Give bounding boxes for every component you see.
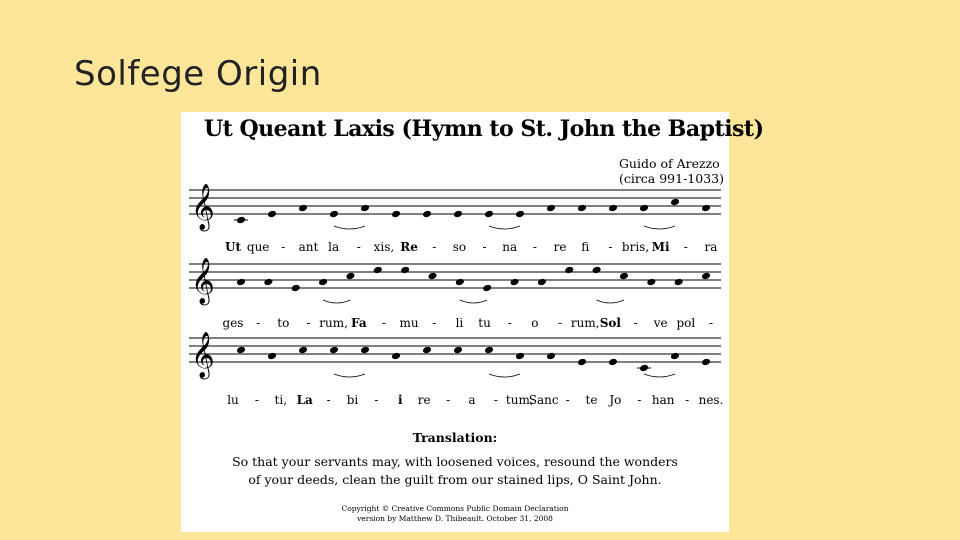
staff-system bbox=[189, 184, 721, 254]
lyric-syllable: La bbox=[296, 393, 313, 407]
lyric-syllable: ti, bbox=[274, 393, 288, 407]
lyric-syllable: - bbox=[685, 393, 690, 407]
lyric-syllable: - bbox=[637, 393, 642, 407]
lyric-syllable: - bbox=[608, 240, 613, 254]
lyric-syllable: Fa bbox=[350, 316, 367, 330]
note-head bbox=[453, 346, 463, 355]
note-head bbox=[422, 346, 432, 355]
lyric-syllable: - bbox=[356, 240, 361, 254]
lyric-syllable: Ut bbox=[224, 240, 242, 254]
note-head bbox=[400, 266, 410, 275]
lyric-syllable: tu bbox=[478, 316, 491, 330]
treble-clef-icon: 𝄞 bbox=[191, 258, 215, 304]
lyric-syllable: - bbox=[633, 316, 638, 330]
lyric-syllable: - bbox=[532, 240, 537, 254]
lyric-syllable: que bbox=[246, 240, 270, 254]
lyric-syllable: rum, bbox=[319, 316, 348, 330]
note-head bbox=[701, 272, 711, 281]
lyric-syllable: - bbox=[326, 393, 331, 407]
lyric-syllable: i bbox=[398, 393, 403, 407]
lyric-syllable: fi bbox=[581, 240, 590, 254]
lyric-syllable: - bbox=[558, 316, 563, 330]
note-head bbox=[453, 210, 463, 219]
staff-system bbox=[189, 258, 721, 330]
note-head bbox=[674, 278, 684, 287]
lyric-syllable: - bbox=[432, 240, 437, 254]
lyric-syllable: la bbox=[328, 240, 340, 254]
lyric-syllable: re bbox=[417, 393, 431, 407]
lyric-syllable: Re bbox=[400, 240, 418, 254]
treble-clef-icon: 𝄞 bbox=[191, 332, 215, 378]
note-head bbox=[455, 278, 465, 287]
staff-system bbox=[189, 332, 723, 407]
note-head bbox=[608, 204, 618, 213]
note-head bbox=[701, 204, 711, 213]
note-head bbox=[515, 210, 525, 219]
lyric-syllable: na bbox=[502, 240, 518, 254]
note-head bbox=[608, 358, 618, 367]
lyric-syllable: li bbox=[455, 316, 464, 330]
lyric-syllable: tum, bbox=[505, 393, 534, 407]
translation-heading: Translation: bbox=[412, 430, 498, 445]
lyric-syllable: nes. bbox=[698, 393, 724, 407]
note-head bbox=[639, 204, 649, 213]
lyric-syllable: ra bbox=[704, 240, 718, 254]
translation-line-1: So that your servants may, with loosened voices, resound the wonders bbox=[232, 454, 678, 469]
lyric-syllable: ges bbox=[222, 316, 244, 330]
lyric-syllable: - bbox=[482, 240, 487, 254]
lyric-syllable: - bbox=[256, 316, 261, 330]
note-head bbox=[546, 352, 556, 361]
note-head bbox=[577, 358, 587, 367]
lyric-syllable: pol bbox=[676, 316, 696, 330]
lyric-syllable: so bbox=[452, 240, 467, 254]
treble-clef-icon: 𝄞 bbox=[191, 184, 215, 230]
slur bbox=[489, 374, 520, 377]
note-head bbox=[670, 352, 680, 361]
note-head bbox=[345, 272, 355, 281]
slur bbox=[597, 300, 624, 303]
lyric-syllable: ve bbox=[653, 316, 668, 330]
slur bbox=[334, 374, 365, 377]
note-head bbox=[427, 272, 437, 281]
copyright bbox=[181, 504, 729, 524]
note-head bbox=[592, 266, 602, 275]
composer-dates: (circa 991-1033) bbox=[618, 171, 724, 186]
slur bbox=[334, 226, 365, 229]
lyric-syllable: te bbox=[585, 393, 598, 407]
note-head bbox=[263, 278, 273, 287]
translation-line-2: of your deeds, clean the guilt from our stained lips, O Saint John. bbox=[248, 472, 662, 487]
note-head bbox=[701, 358, 711, 367]
slur bbox=[460, 300, 487, 303]
lyric-syllable: Sanc bbox=[528, 393, 559, 407]
copyright-line-1: Copyright © Creative Commons Public Domain Declaration bbox=[341, 504, 569, 513]
lyric-syllable: - bbox=[446, 393, 451, 407]
composer-name: Guido of Arezzo bbox=[618, 156, 720, 171]
note-head bbox=[267, 352, 277, 361]
note-head bbox=[373, 266, 383, 275]
lyric-syllable: bi bbox=[346, 393, 359, 407]
note-head bbox=[484, 346, 494, 355]
note-head bbox=[360, 204, 370, 213]
note-head bbox=[482, 284, 492, 293]
lyric-syllable: to bbox=[277, 316, 290, 330]
lyric-syllable: mu bbox=[399, 316, 419, 330]
lyric-syllable: rum, bbox=[570, 316, 600, 330]
lyric-syllable: bris, bbox=[621, 240, 650, 254]
note-head bbox=[670, 198, 680, 207]
slur bbox=[644, 374, 675, 377]
slide-title: Solfege Origin bbox=[74, 54, 322, 94]
note-head bbox=[646, 278, 656, 287]
lyric-syllable: Mi bbox=[651, 240, 670, 254]
lyric-syllable: re bbox=[553, 240, 567, 254]
note-head bbox=[537, 278, 547, 287]
note-head bbox=[422, 210, 432, 219]
note-head bbox=[391, 210, 401, 219]
note-head bbox=[360, 346, 370, 355]
translation-text bbox=[181, 453, 729, 489]
lyric-syllable: - bbox=[306, 316, 311, 330]
lyric-syllable: - bbox=[254, 393, 259, 407]
note-head bbox=[564, 266, 574, 275]
note-head bbox=[484, 210, 494, 219]
lyric-syllable: - bbox=[432, 316, 437, 330]
lyric-syllable: - bbox=[493, 393, 498, 407]
lyric-syllable: lu bbox=[227, 393, 239, 407]
sheet-music-image bbox=[181, 112, 764, 532]
note-head bbox=[236, 278, 246, 287]
lyric-syllable: - bbox=[683, 240, 688, 254]
lyric-syllable: - bbox=[565, 393, 570, 407]
copyright-line-2: version by Matthew D. Thibeault. October 31, 2008 bbox=[357, 514, 553, 523]
note-head bbox=[577, 204, 587, 213]
lyric-syllable: - bbox=[281, 240, 286, 254]
slur bbox=[489, 226, 520, 229]
lyric-syllable: - bbox=[381, 316, 386, 330]
note-head bbox=[291, 284, 301, 293]
note-head bbox=[391, 352, 401, 361]
lyric-syllable: - bbox=[374, 393, 379, 407]
lyric-syllable: a bbox=[468, 393, 476, 407]
composer bbox=[619, 156, 724, 186]
hymn-title: Ut Queant Laxis (Hymn to St. John the Baptist) bbox=[204, 116, 764, 142]
lyric-syllable: - bbox=[507, 316, 512, 330]
note-head bbox=[318, 278, 328, 287]
slur bbox=[323, 300, 350, 303]
note-head bbox=[236, 346, 246, 355]
lyric-syllable: ant bbox=[298, 240, 319, 254]
lyric-syllable: Sol bbox=[599, 316, 621, 330]
note-head bbox=[546, 204, 556, 213]
note-head bbox=[619, 272, 629, 281]
lyric-syllable: - bbox=[708, 316, 714, 330]
lyric-syllable: Jo bbox=[609, 393, 622, 407]
lyric-syllable: o bbox=[531, 316, 539, 330]
note-head bbox=[329, 210, 339, 219]
note-head bbox=[329, 346, 339, 355]
slur bbox=[644, 226, 675, 229]
lyric-syllable: xis, bbox=[373, 240, 395, 254]
note-head bbox=[298, 346, 308, 355]
note-head bbox=[267, 210, 277, 219]
note-head bbox=[510, 278, 520, 287]
note-head bbox=[515, 352, 525, 361]
lyric-syllable: han bbox=[651, 393, 675, 407]
note-head bbox=[298, 204, 308, 213]
